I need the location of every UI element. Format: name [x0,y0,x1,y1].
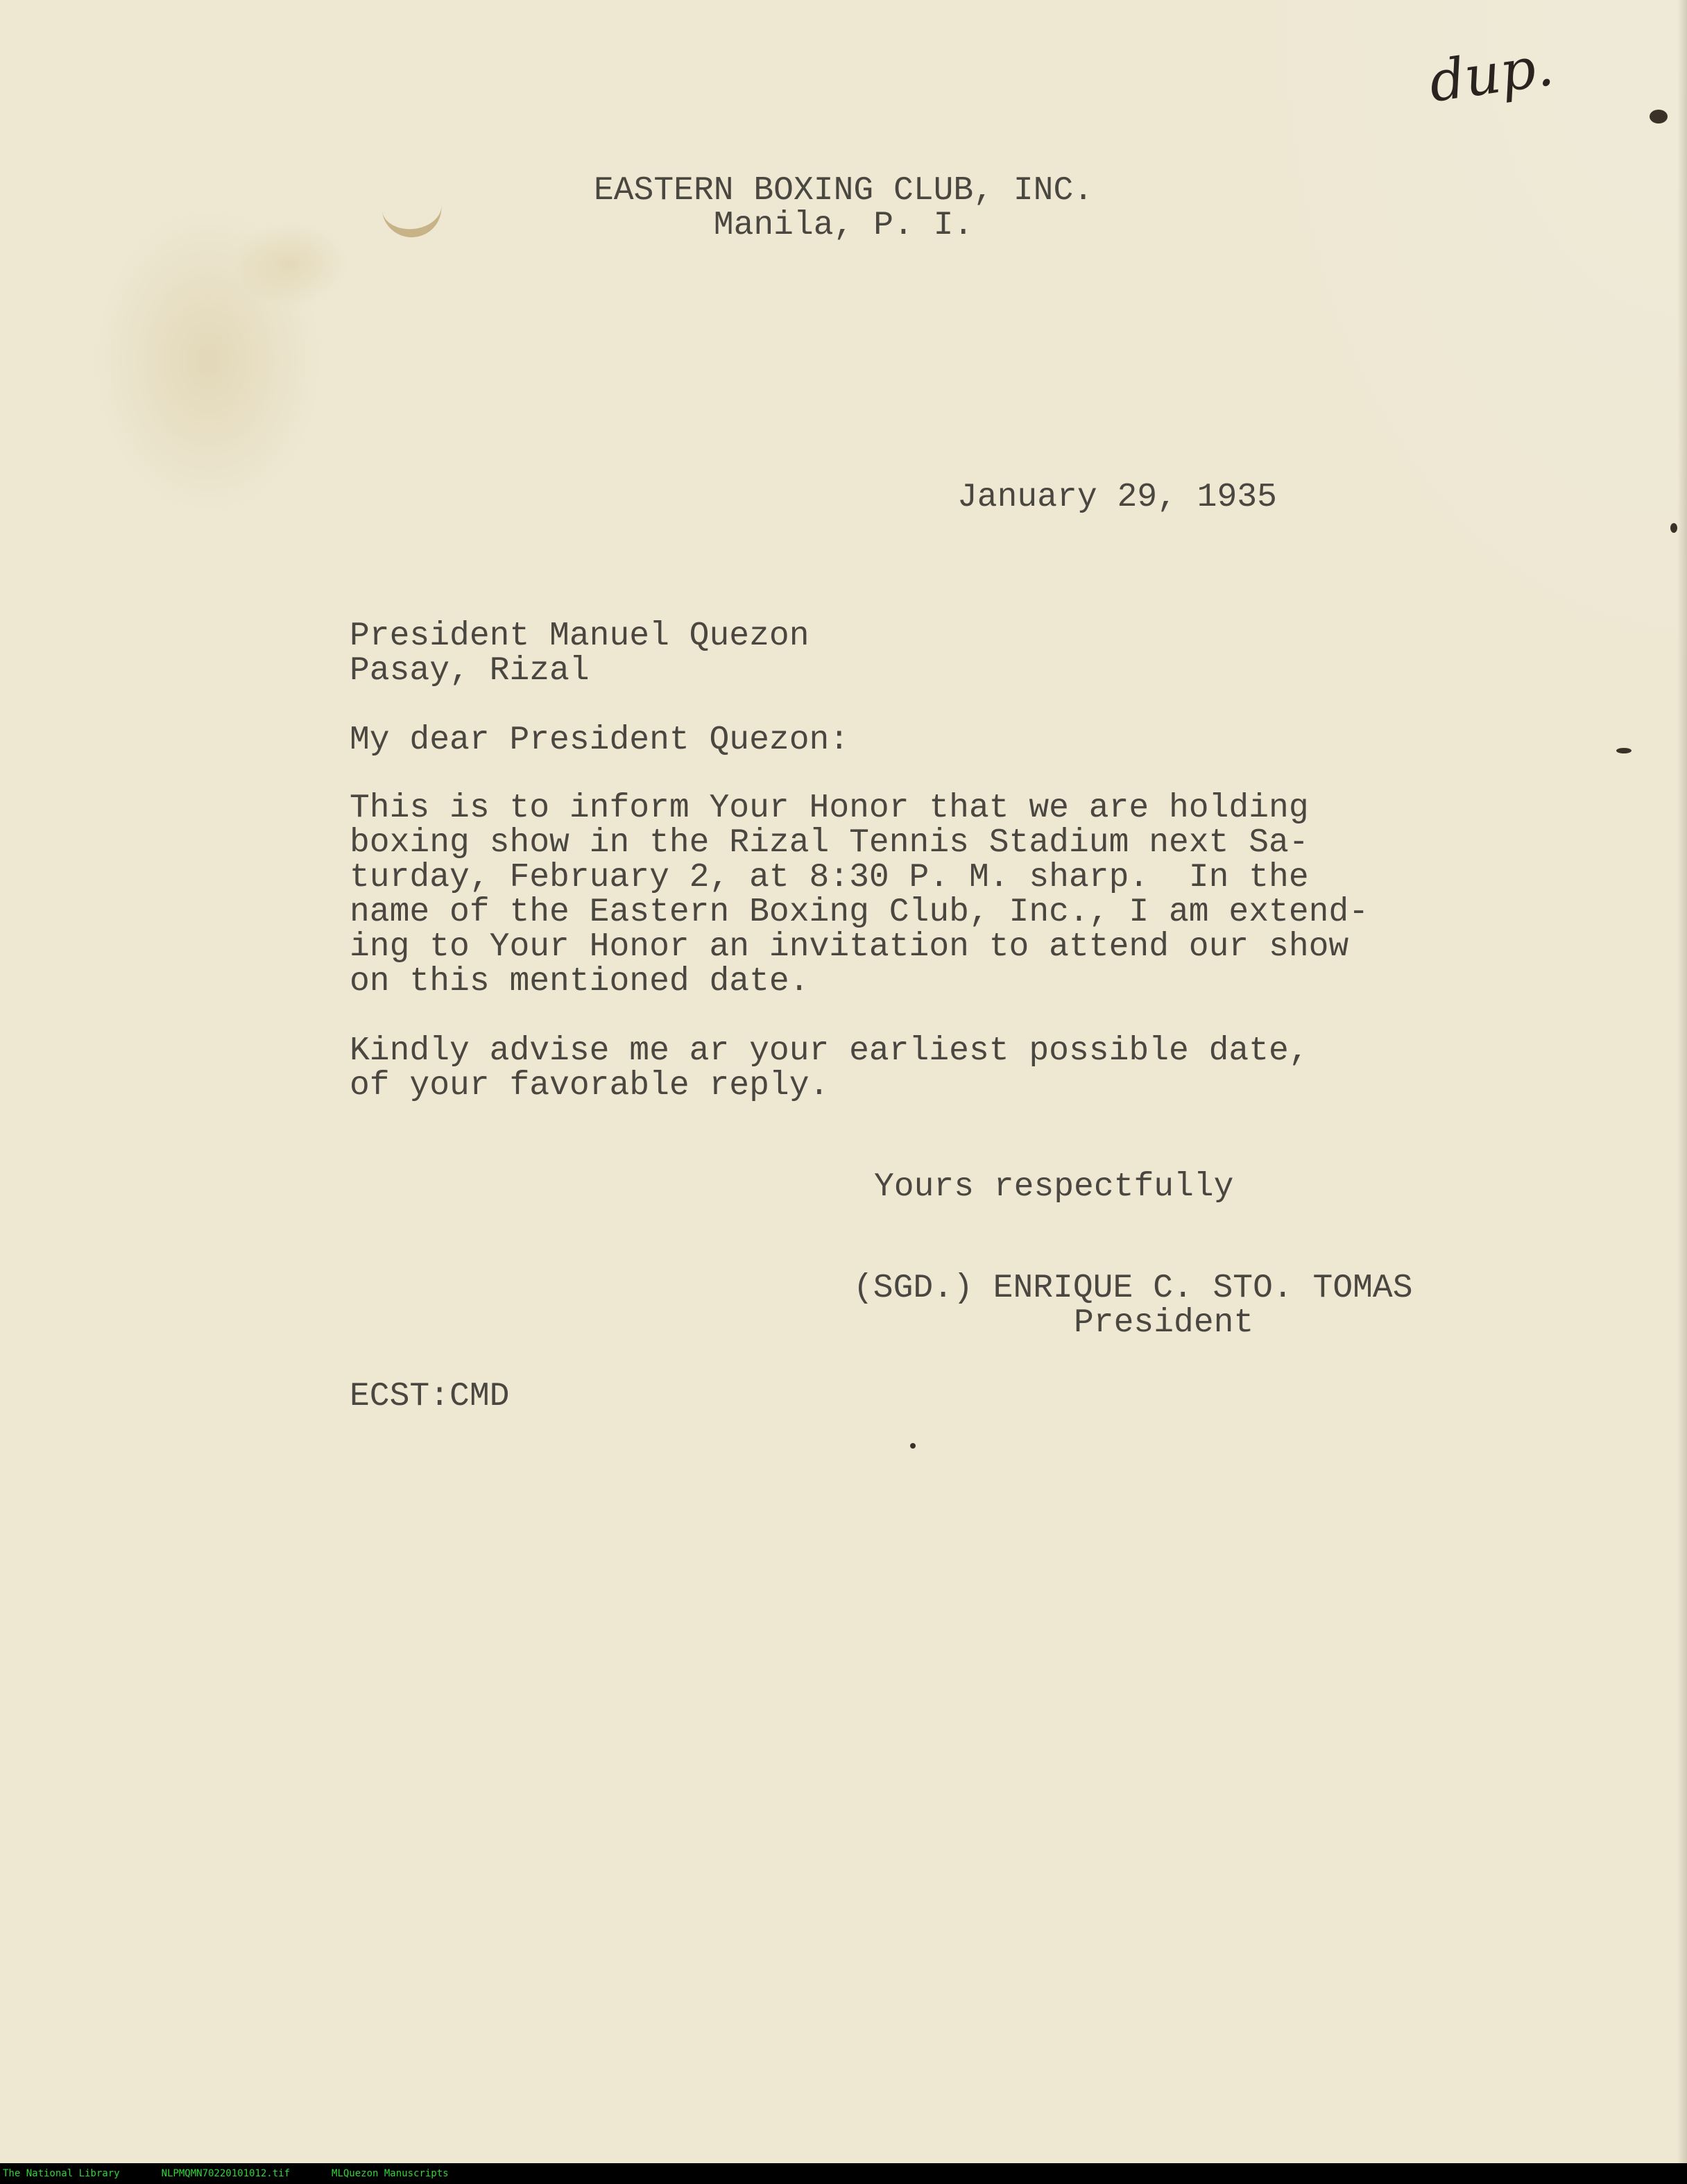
signature-title: President [1074,1304,1254,1342]
letterhead-org: EASTERN BOXING CLUB, INC. [593,172,1094,210]
footer-library: The National Library [3,2168,120,2179]
ink-speck [1670,523,1677,533]
body-line: boxing show in the Rizal Tennis Stadium next Sa- [350,824,1309,862]
reference-initials: ECST:CMD [350,1378,510,1415]
page-edge-shadow [1677,0,1687,2163]
handwritten-annotation: dup. [1425,33,1557,115]
letterhead-location: Manila, P. I. [713,207,974,244]
ink-speck [910,1443,916,1449]
body-line: This is to inform Your Honor that we are holding [350,790,1309,827]
footer-collection: MLQuezon Manuscripts [332,2168,449,2179]
recipient-address: Pasay, Rizal [350,652,590,690]
signature-name: (SGD.) ENRIQUE C. STO. TOMAS [853,1270,1413,1307]
body-line: Kindly advise me ar your earliest possible date, [350,1032,1309,1070]
recipient-name: President Manuel Quezon [350,617,810,655]
salutation: My dear President Quezon: [350,722,850,759]
body-line: on this mentioned date. [350,963,810,1000]
closing: Yours respectfully [874,1168,1234,1206]
letter-date: January 29, 1935 [957,479,1277,516]
body-line: turday, February 2, at 8:30 P. M. sharp. In the [350,859,1309,896]
body-line: name of the Eastern Boxing Club, Inc., I am extend- [350,894,1369,931]
scan-footer-bar [0,2163,1687,2184]
footer-file: NLPMQMN70220101012.tif [161,2168,291,2179]
ink-speck [1616,748,1632,753]
body-line: ing to Your Honor an invitation to attend our show [350,928,1349,966]
body-line: of your favorable reply. [350,1067,830,1104]
ink-speck [1650,110,1668,123]
